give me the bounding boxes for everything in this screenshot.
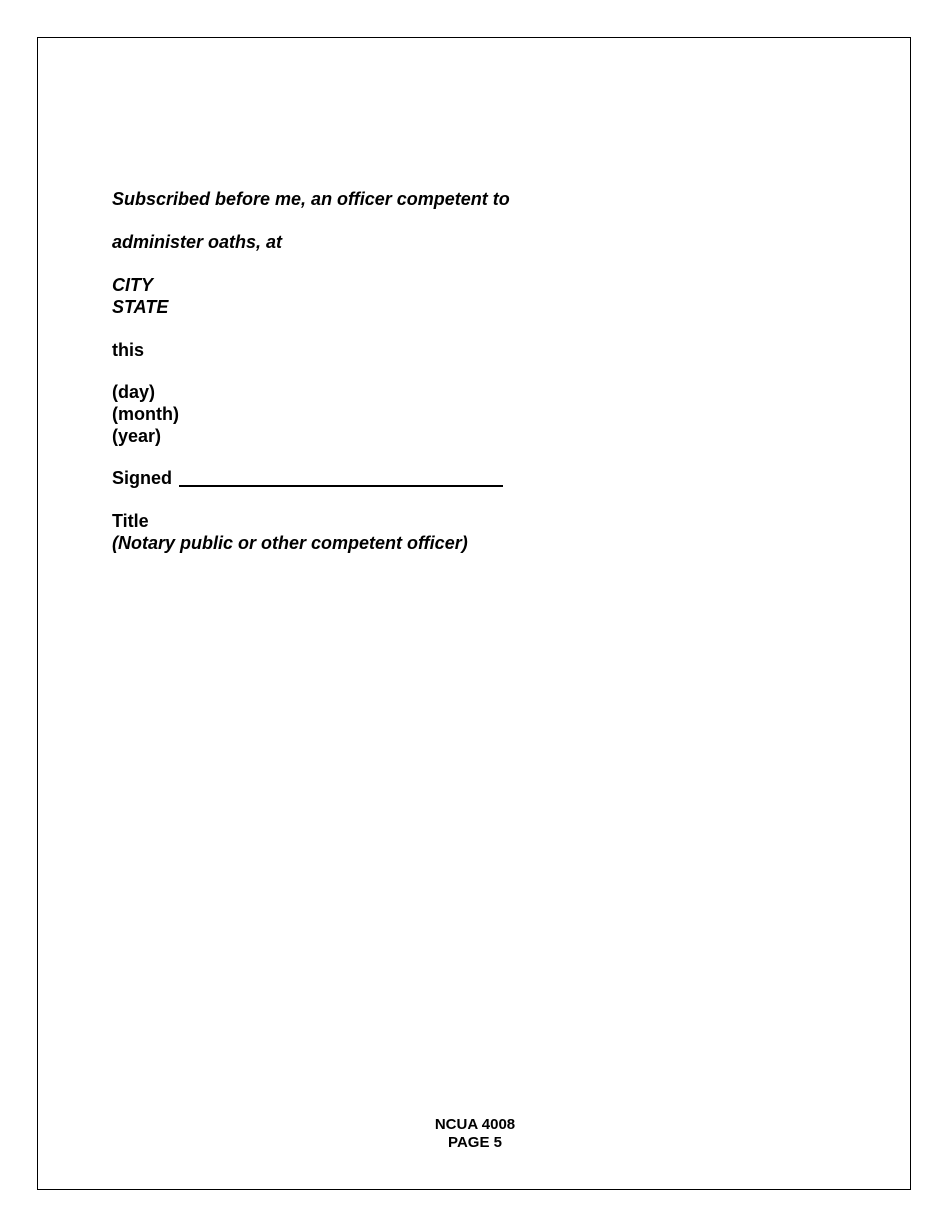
this-label: this [112,340,145,360]
subscribed-text-line-2: administer oaths, at [112,232,283,252]
day-label: (day) [112,382,156,402]
city-label: CITY [112,275,154,295]
state-label: STATE [112,297,169,317]
subscribed-text-line-1: Subscribed before me, an officer competent to [112,189,510,209]
title-label: Title [112,511,149,531]
page-number: PAGE 5 [448,1134,502,1151]
month-label: (month) [112,404,179,424]
signed-label: Signed [112,468,173,488]
signature-line [179,485,503,487]
year-label: (year) [112,426,162,446]
title-note: (Notary public or other competent officer) [112,533,468,553]
form-number: NCUA 4008 [434,1116,516,1133]
